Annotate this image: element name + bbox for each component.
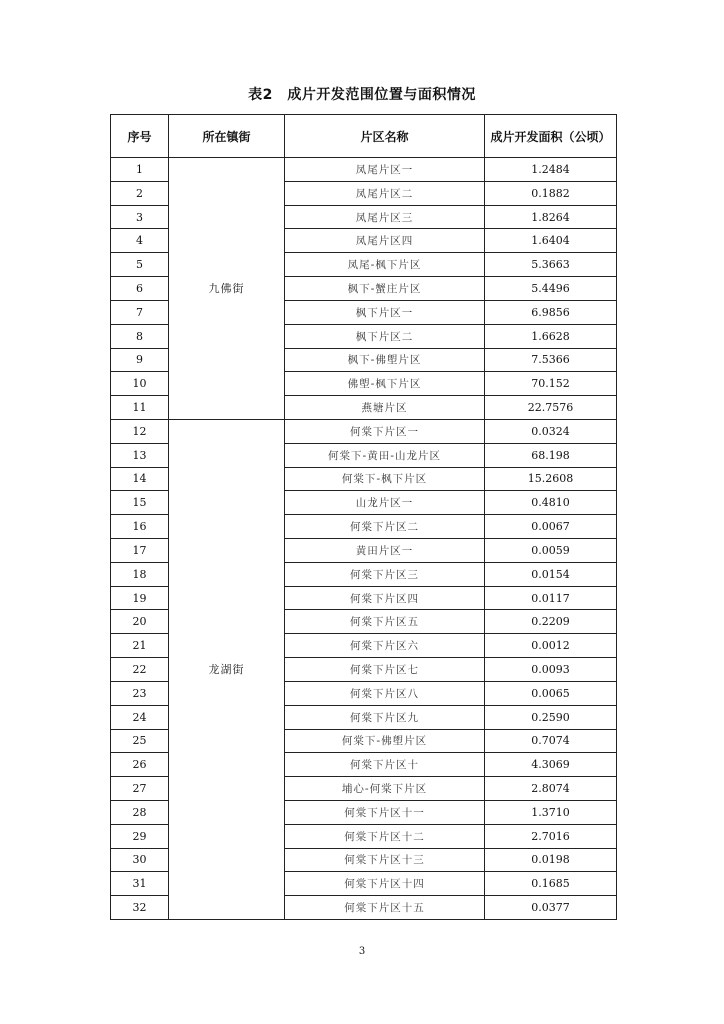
row-development-area: 5.3663 (485, 253, 617, 277)
row-development-area: 0.0324 (485, 419, 617, 443)
row-development-area: 0.0067 (485, 515, 617, 539)
row-serial-number: 7 (111, 300, 169, 324)
row-development-area: 0.0198 (485, 848, 617, 872)
table-body (111, 158, 617, 920)
table-row (111, 419, 617, 443)
row-development-area: 0.0154 (485, 562, 617, 586)
row-development-area: 0.0012 (485, 634, 617, 658)
row-serial-number: 15 (111, 491, 169, 515)
row-serial-number: 8 (111, 324, 169, 348)
row-development-area: 0.2590 (485, 705, 617, 729)
row-development-area: 7.5366 (485, 348, 617, 372)
row-area-name: 黄田片区一 (285, 539, 485, 563)
header-development-area: 成片开发面积（公顷） (485, 115, 617, 158)
row-area-name: 枫下片区一 (285, 300, 485, 324)
row-development-area: 0.2209 (485, 610, 617, 634)
row-serial-number: 18 (111, 562, 169, 586)
row-serial-number: 21 (111, 634, 169, 658)
row-development-area: 5.4496 (485, 277, 617, 301)
row-development-area: 4.3069 (485, 753, 617, 777)
row-serial-number: 28 (111, 800, 169, 824)
row-development-area: 2.8074 (485, 777, 617, 801)
row-area-name: 何棠下片区五 (285, 610, 485, 634)
row-development-area: 0.4810 (485, 491, 617, 515)
row-area-name: 何棠下片区十一 (285, 800, 485, 824)
row-serial-number: 30 (111, 848, 169, 872)
table-title: 表2 成片开发范围位置与面积情况 (248, 87, 476, 103)
row-area-name: 何棠下片区三 (285, 562, 485, 586)
row-area-name: 何棠下片区二 (285, 515, 485, 539)
row-development-area: 0.0065 (485, 681, 617, 705)
row-area-name: 何棠下-黄田-山龙片区 (285, 443, 485, 467)
row-town-street: 九佛街 (169, 158, 285, 420)
row-serial-number: 23 (111, 681, 169, 705)
row-development-area: 0.0093 (485, 658, 617, 682)
row-serial-number: 11 (111, 396, 169, 420)
row-serial-number: 10 (111, 372, 169, 396)
row-serial-number: 31 (111, 872, 169, 896)
header-area-name: 片区名称 (285, 115, 485, 158)
row-serial-number: 13 (111, 443, 169, 467)
row-area-name: 何棠下片区一 (285, 419, 485, 443)
row-development-area: 1.8264 (485, 205, 617, 229)
row-area-name: 何棠下片区四 (285, 586, 485, 610)
row-area-name: 何棠下片区八 (285, 681, 485, 705)
row-area-name: 枫下-蟹庄片区 (285, 277, 485, 301)
row-serial-number: 25 (111, 729, 169, 753)
row-development-area: 0.0117 (485, 586, 617, 610)
row-serial-number: 2 (111, 181, 169, 205)
row-serial-number: 20 (111, 610, 169, 634)
table-row (111, 158, 617, 182)
row-serial-number: 24 (111, 705, 169, 729)
row-area-name: 何棠下片区九 (285, 705, 485, 729)
header-serial-number: 序号 (111, 115, 169, 158)
row-area-name: 枫下-佛塱片区 (285, 348, 485, 372)
row-area-name: 凤尾片区二 (285, 181, 485, 205)
row-area-name: 何棠下片区六 (285, 634, 485, 658)
row-serial-number: 29 (111, 824, 169, 848)
row-area-name: 何棠下-枫下片区 (285, 467, 485, 491)
row-development-area: 0.0059 (485, 539, 617, 563)
row-serial-number: 6 (111, 277, 169, 301)
row-area-name: 何棠下片区七 (285, 658, 485, 682)
row-area-name: 何棠下片区十二 (285, 824, 485, 848)
row-serial-number: 19 (111, 586, 169, 610)
row-serial-number: 4 (111, 229, 169, 253)
row-serial-number: 5 (111, 253, 169, 277)
row-development-area: 2.7016 (485, 824, 617, 848)
row-serial-number: 9 (111, 348, 169, 372)
row-area-name: 凤尾片区四 (285, 229, 485, 253)
row-serial-number: 32 (111, 896, 169, 920)
row-development-area: 1.6628 (485, 324, 617, 348)
row-area-name: 燕塘片区 (285, 396, 485, 420)
row-serial-number: 22 (111, 658, 169, 682)
row-area-name: 山龙片区一 (285, 491, 485, 515)
row-town-street: 龙湖街 (169, 419, 285, 919)
row-development-area: 0.7074 (485, 729, 617, 753)
row-area-name: 何棠下片区十 (285, 753, 485, 777)
row-development-area: 1.3710 (485, 800, 617, 824)
row-development-area: 0.0377 (485, 896, 617, 920)
row-area-name: 何棠下-佛塱片区 (285, 729, 485, 753)
row-serial-number: 16 (111, 515, 169, 539)
row-development-area: 1.6404 (485, 229, 617, 253)
row-area-name: 佛塱-枫下片区 (285, 372, 485, 396)
row-area-name: 何棠下片区十三 (285, 848, 485, 872)
row-development-area: 68.198 (485, 443, 617, 467)
row-development-area: 0.1882 (485, 181, 617, 205)
header-town-street: 所在镇街 (169, 115, 285, 158)
row-serial-number: 26 (111, 753, 169, 777)
row-area-name: 凤尾片区一 (285, 158, 485, 182)
row-development-area: 70.152 (485, 372, 617, 396)
table-header-row (111, 115, 617, 158)
row-area-name: 凤尾-枫下片区 (285, 253, 485, 277)
row-serial-number: 12 (111, 419, 169, 443)
row-area-name: 凤尾片区三 (285, 205, 485, 229)
row-development-area: 1.2484 (485, 158, 617, 182)
row-area-name: 枫下片区二 (285, 324, 485, 348)
row-development-area: 15.2608 (485, 467, 617, 491)
row-area-name: 埔心-何棠下片区 (285, 777, 485, 801)
row-serial-number: 17 (111, 539, 169, 563)
row-development-area: 0.1685 (485, 872, 617, 896)
page-number: 3 (358, 946, 366, 957)
development-area-table (110, 114, 617, 920)
row-serial-number: 3 (111, 205, 169, 229)
row-area-name: 何棠下片区十五 (285, 896, 485, 920)
row-development-area: 22.7576 (485, 396, 617, 420)
row-serial-number: 1 (111, 158, 169, 182)
row-serial-number: 14 (111, 467, 169, 491)
row-serial-number: 27 (111, 777, 169, 801)
row-development-area: 6.9856 (485, 300, 617, 324)
row-area-name: 何棠下片区十四 (285, 872, 485, 896)
